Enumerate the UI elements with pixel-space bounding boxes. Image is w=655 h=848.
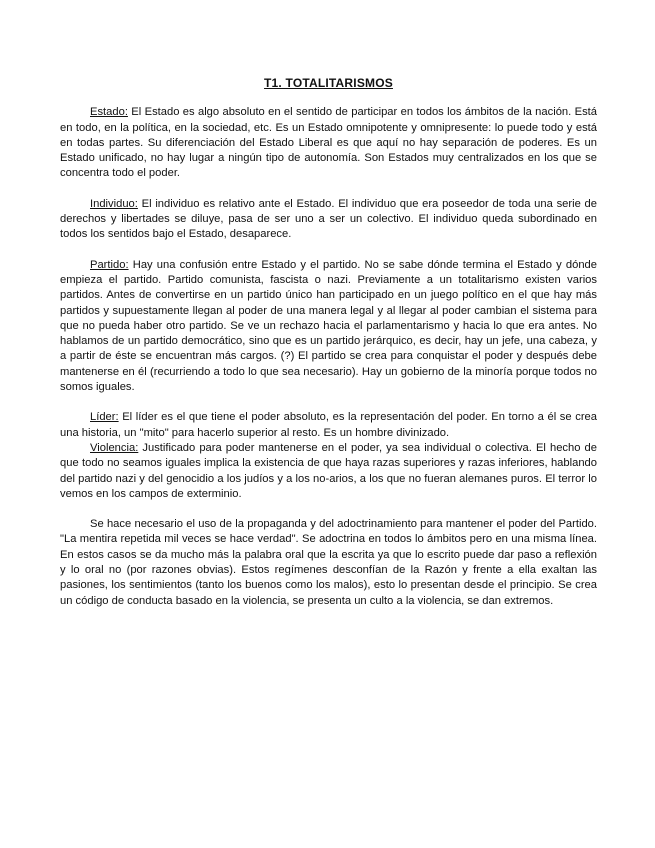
- term-individuo: Individuo:: [90, 197, 138, 210]
- term-violencia: Violencia:: [90, 441, 139, 454]
- paragraph-propaganda: [60, 517, 597, 609]
- paragraph-text: Hay una confusión entre Estado y el partido. No se sabe dónde termina el Estado y dónde empieza el partido. Partido comunista, fascista o nazi. Previamente a un totalitarismo existen varios partidos. Antes de convertirse en un partido único han participado en un juego político en el que hay más partidos y supuestamente llegan al poder de una manera legal y al llegar al poder cambian el sistema para que no pueda haber otro partido. Se ve un rechazo hacia el parlamentarismo y hacia lo que era antes. No hablamos de un partido democrático, sino que es un partido jerárquico, es decir, hay un jefe, una cabeza, y a partir de éste se encuentran más cargos. (?) El partido se crea para conquistar el poder y después debe mantenerse en él (recurriendo a todo lo que sea necesario). Hay un gobierno de la minoría porque todos no somos iguales.: [60, 258, 597, 394]
- paragraph-text: El individuo es relativo ante el Estado. El individuo que era poseedor de toda una serie de derechos y libertades se diluye, pasa de ser uno a ser un colectivo. El individuo queda subordinado en todos los sentidos bajo el Estado, desaparece.: [60, 197, 597, 241]
- paragraph-partido: [60, 258, 597, 396]
- term-partido: Partido:: [90, 258, 129, 271]
- paragraph-text: Justificado para poder mantenerse en el poder, ya sea individual o colectiva. El hecho de que todo no seamos iguales implica la existencia de que haya razas superiores y razas inferiores, hablando del partido nazi y del genocidio a los judíos y a los no-arios, a los que no fueran alemanes puros. El terror lo vemos en los campos de exterminio.: [60, 441, 597, 500]
- paragraph-individuo: [60, 197, 597, 243]
- term-lider: Líder:: [90, 411, 119, 424]
- paragraph-text: El Estado es algo absoluto en el sentido de participar en todos los ámbitos de la nación. Está en todo, en la política, en la sociedad, etc. Es un Estado omnipotente y omnipresente: lo puede todo y está en todas partes. Su diferenciación del Estado Liberal es que aquí no hay separación de poderes. Es un Estado unificado, no hay lugar a ningún tipo de autonomía. Son Estados muy centralizados en los que se concentra todo el poder.: [60, 106, 597, 180]
- paragraph-estado: [60, 105, 597, 181]
- paragraph-lider: [60, 410, 597, 441]
- document-title: T1. TOTALITARISMOS: [264, 76, 393, 90]
- paragraph-text: Se hace necesario el uso de la propaganda y del adoctrinamiento para mantener el poder del Partido. "La mentira repetida mil veces se hace verdad". Se adoctrina en todos lo ámbitos pero en una misma línea. En estos casos se da mucho más la palabra oral que la escrita ya que lo escrito puede dar paso a reflexión y lo oral no (por razones obvias). Estos regímenes desconfían de la Razón y frente a ella exaltan las pasiones, los sentimientos (tanto los buenos como los malos), esto lo presentan desde el principio. Se crea un código de conducta basado en la violencia, se presenta un culto a la violencia, se dan extremos.: [60, 518, 597, 607]
- paragraph-violencia: [60, 441, 597, 502]
- paragraph-text: El líder es el que tiene el poder absoluto, es la representación del poder. En torno a él se crea una historia, un "mito" para hacerlo superior al resto. Es un hombre divinizado.: [60, 411, 597, 439]
- term-estado: Estado:: [90, 106, 128, 119]
